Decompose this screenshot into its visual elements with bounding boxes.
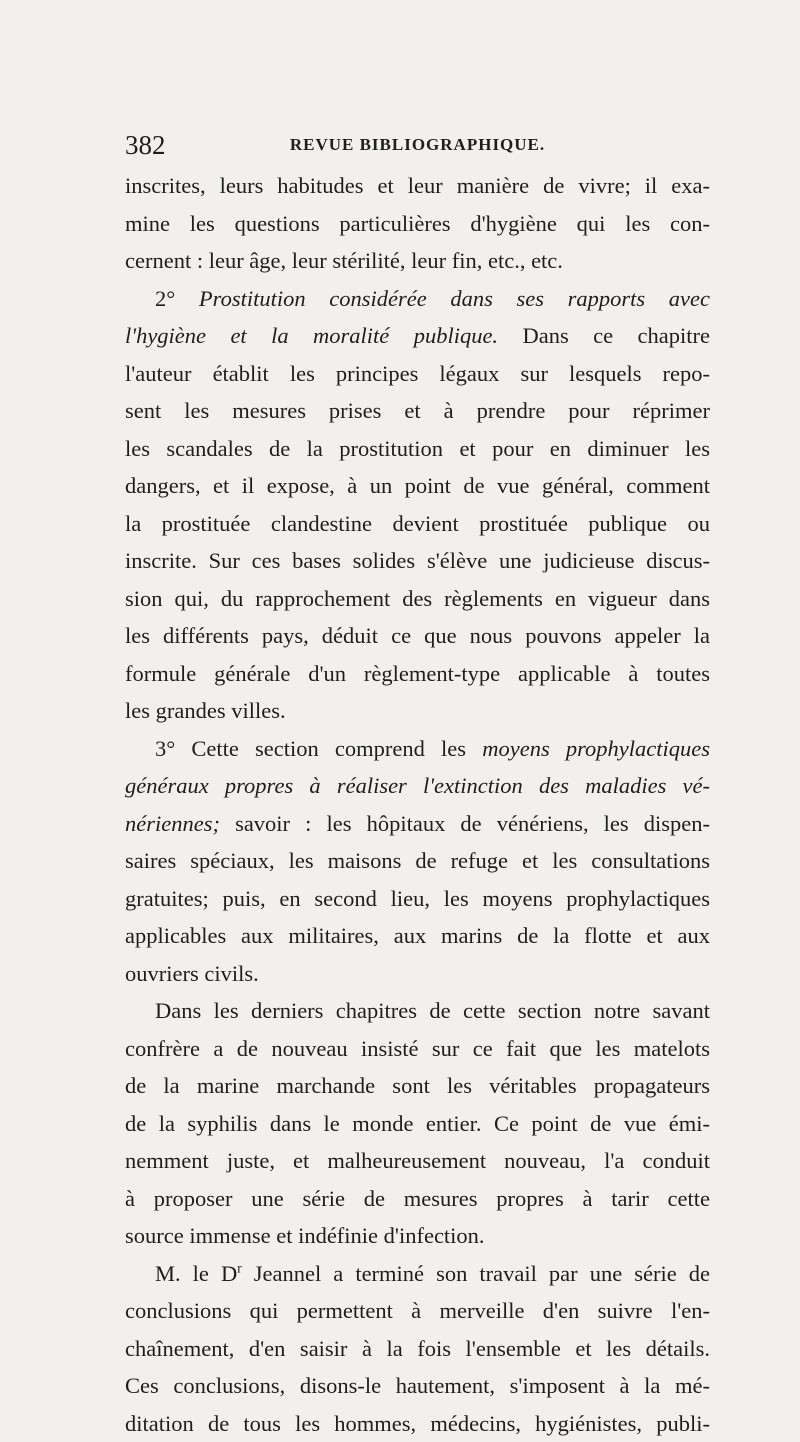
section-title: Prostitution considérée dans ses rapports avec [199, 286, 710, 311]
text-line: Dans les derniers chapitres de cette section notre savant [125, 992, 710, 1030]
text-segment: 3° Cette section comprend les [155, 736, 482, 761]
text-line: sent les mesures prises et à prendre pour réprimer [125, 392, 710, 430]
text-line [125, 805, 710, 843]
text-line: confrère a de nouveau insisté sur ce fait que les matelots [125, 1030, 710, 1068]
text-line [125, 767, 710, 805]
running-title: REVUE BIBLIOGRAPHIQUE. [125, 128, 710, 162]
section-title: l'hygiène et la moralité publique. [125, 323, 498, 348]
superscript: r [237, 1260, 242, 1275]
page-number: 382 [125, 128, 166, 162]
text-line: nemment juste, et malheureusement nouveau, l'a conduit [125, 1142, 710, 1180]
text-line: les différents pays, déduit ce que nous pouvons appeler la [125, 617, 710, 655]
text-segment: savoir : les hôpitaux de vénériens, les dispen- [220, 811, 710, 836]
text-segment: Jeannel a terminé son travail par une série de [242, 1261, 710, 1286]
text-line: les grandes villes. [125, 692, 710, 730]
text-line: sion qui, du rapprochement des règlements en vigueur dans [125, 580, 710, 618]
text-line: Ces conclusions, disons-le hautement, s'imposent à la mé- [125, 1367, 710, 1405]
text-line: inscrites, leurs habitudes et leur manière de vivre; il exa- [125, 167, 710, 205]
italic-phrase: nériennes; [125, 811, 220, 836]
text-line: l'auteur établit les principes légaux sur lesquels repo- [125, 355, 710, 393]
text-line [125, 1255, 710, 1293]
text-line: saires spéciaux, les maisons de refuge et les consultations [125, 842, 710, 880]
text-line: conclusions qui permettent à merveille d'en suivre l'en- [125, 1292, 710, 1330]
section-number: 2° [155, 286, 199, 311]
italic-phrase: moyens prophylactiques [482, 736, 710, 761]
running-header [125, 128, 710, 162]
body-text [125, 167, 710, 1442]
text-line: cernent : leur âge, leur stérilité, leur fin, etc., etc. [125, 242, 710, 280]
text-line [125, 317, 710, 355]
text-line: mine les questions particulières d'hygiène qui les con- [125, 205, 710, 243]
text-line: à proposer une série de mesures propres à tarir cette [125, 1180, 710, 1218]
text-segment: Dans ce chapitre [498, 323, 710, 348]
text-line: de la marine marchande sont les véritables propagateurs [125, 1067, 710, 1105]
text-line [125, 280, 710, 318]
text-line: les scandales de la prostitution et pour en diminuer les [125, 430, 710, 468]
text-line: de la syphilis dans le monde entier. Ce point de vue émi- [125, 1105, 710, 1143]
text-segment: M. le D [155, 1261, 237, 1286]
text-line: chaînement, d'en saisir à la fois l'ensemble et les détails. [125, 1330, 710, 1368]
text-line: formule générale d'un règlement-type applicable à toutes [125, 655, 710, 693]
text-line: ouvriers civils. [125, 955, 710, 993]
text-line: gratuites; puis, en second lieu, les moyens prophylactiques [125, 880, 710, 918]
text-line: source immense et indéfinie d'infection. [125, 1217, 710, 1255]
text-line: applicables aux militaires, aux marins de la flotte et aux [125, 917, 710, 955]
text-line: inscrite. Sur ces bases solides s'élève une judicieuse discus- [125, 542, 710, 580]
text-line: dangers, et il expose, à un point de vue général, comment [125, 467, 710, 505]
text-line: ditation de tous les hommes, médecins, hygiénistes, publi- [125, 1405, 710, 1442]
text-line [125, 730, 710, 768]
text-line: la prostituée clandestine devient prostituée publique ou [125, 505, 710, 543]
italic-phrase: généraux propres à réaliser l'extinction des maladies vé- [125, 773, 710, 798]
